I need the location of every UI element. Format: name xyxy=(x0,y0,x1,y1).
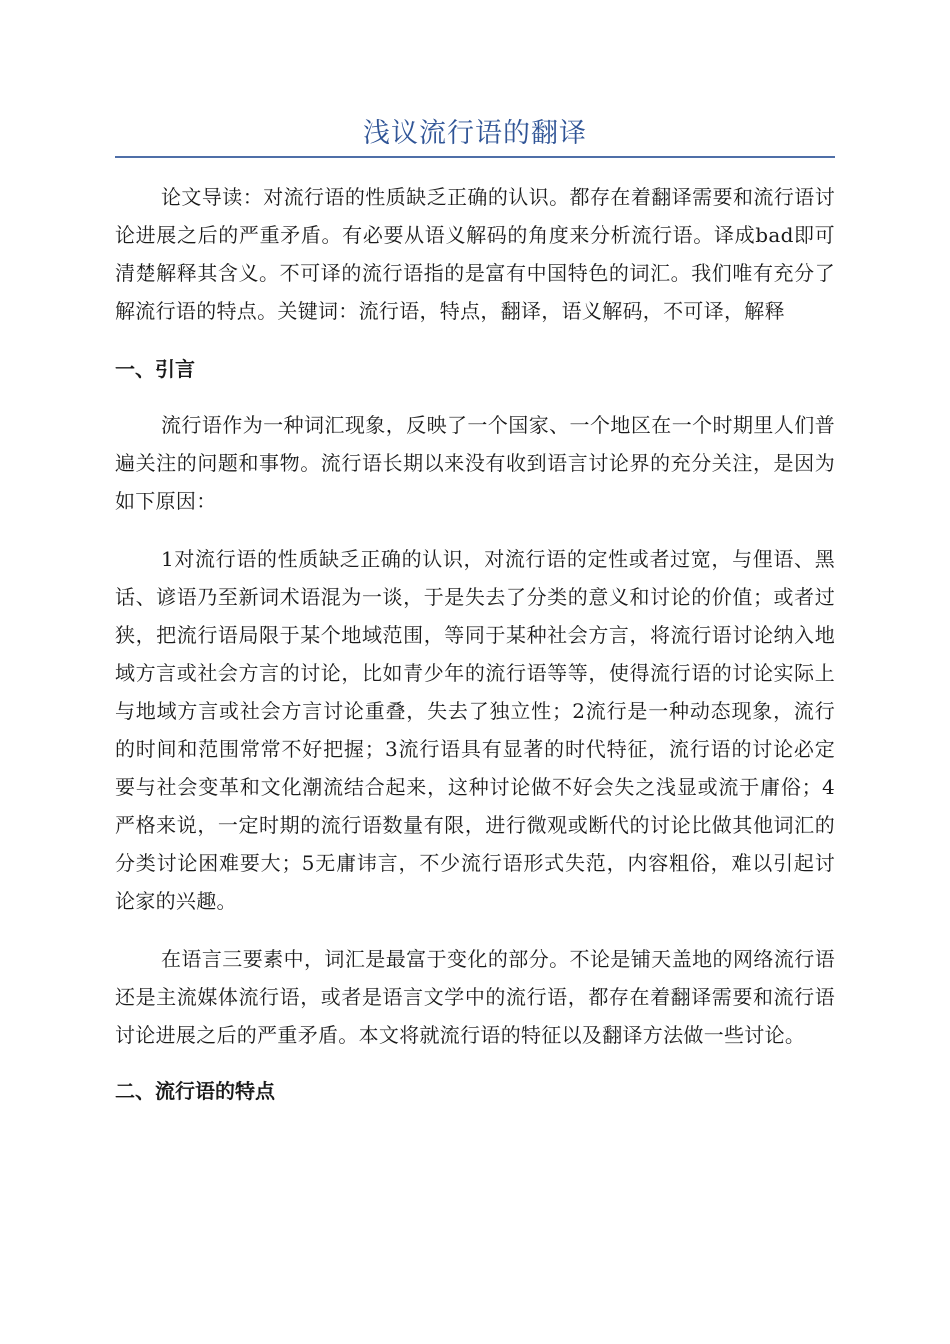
body-paragraph: 流行语作为一种词汇现象，反映了一个国家、一个地区在一个时期里人们普遍关注的问题和事物。流行语长期以来没有收到语言讨论界的充分关注，是因为如下原因： xyxy=(115,413,835,513)
section-heading-features: 二、流行语的特点 xyxy=(115,1079,275,1103)
section-heading-introduction: 一、引言 xyxy=(115,357,195,381)
body-paragraph: 在语言三要素中，词汇是最富于变化的部分。不论是铺天盖地的网络流行语还是主流媒体流行语，或者是语言文学中的流行语，都存在着翻译需要和流行语讨论进展之后的严重矛盾。本文将就流行语的特征以及翻译方法做一些讨论。 xyxy=(115,947,835,1047)
body-paragraph: 1对流行语的性质缺乏正确的认识，对流行语的定性或者过宽，与俚语、黑话、谚语乃至新词术语混为一谈，于是失去了分类的意义和讨论的价值；或者过狭，把流行语局限于某个地域范围，等同于某种社会方言，将流行语讨论纳入地域方言或社会方言的讨论，比如青少年的流行语等等，使得流行语的讨论实际上与地域方言或社会方言讨论重叠，失去了独立性；2流行是一种动态现象，流行的时间和范围常常不好把握；3流行语具有显著的时代特征，流行语的讨论必定要与社会变革和文化潮流结合起来，这种讨论做不好会失之浅显或流于庸俗；4严格来说，一定时期的流行语数量有限，进行微观或断代的讨论比做其他词汇的分类讨论困难要大；5无庸讳言，不少流行语形式失范，内容粗俗，难以引起讨论家的兴趣。 xyxy=(115,547,835,913)
title-underline xyxy=(115,156,835,158)
document-page xyxy=(115,0,835,1106)
abstract-paragraph: 论文导读：对流行语的性质缺乏正确的认识。都存在着翻译需要和流行语讨论进展之后的严重矛盾。有必要从语义解码的角度来分析流行语。译成bad即可清楚解释其含义。不可译的流行语指的是富有中国特色的词汇。我们唯有充分了解流行语的特点。关键词：流行语，特点，翻译，语义解码，不可译，解释 xyxy=(115,185,835,323)
document-title: 浅议流行语的翻译 xyxy=(363,118,587,149)
